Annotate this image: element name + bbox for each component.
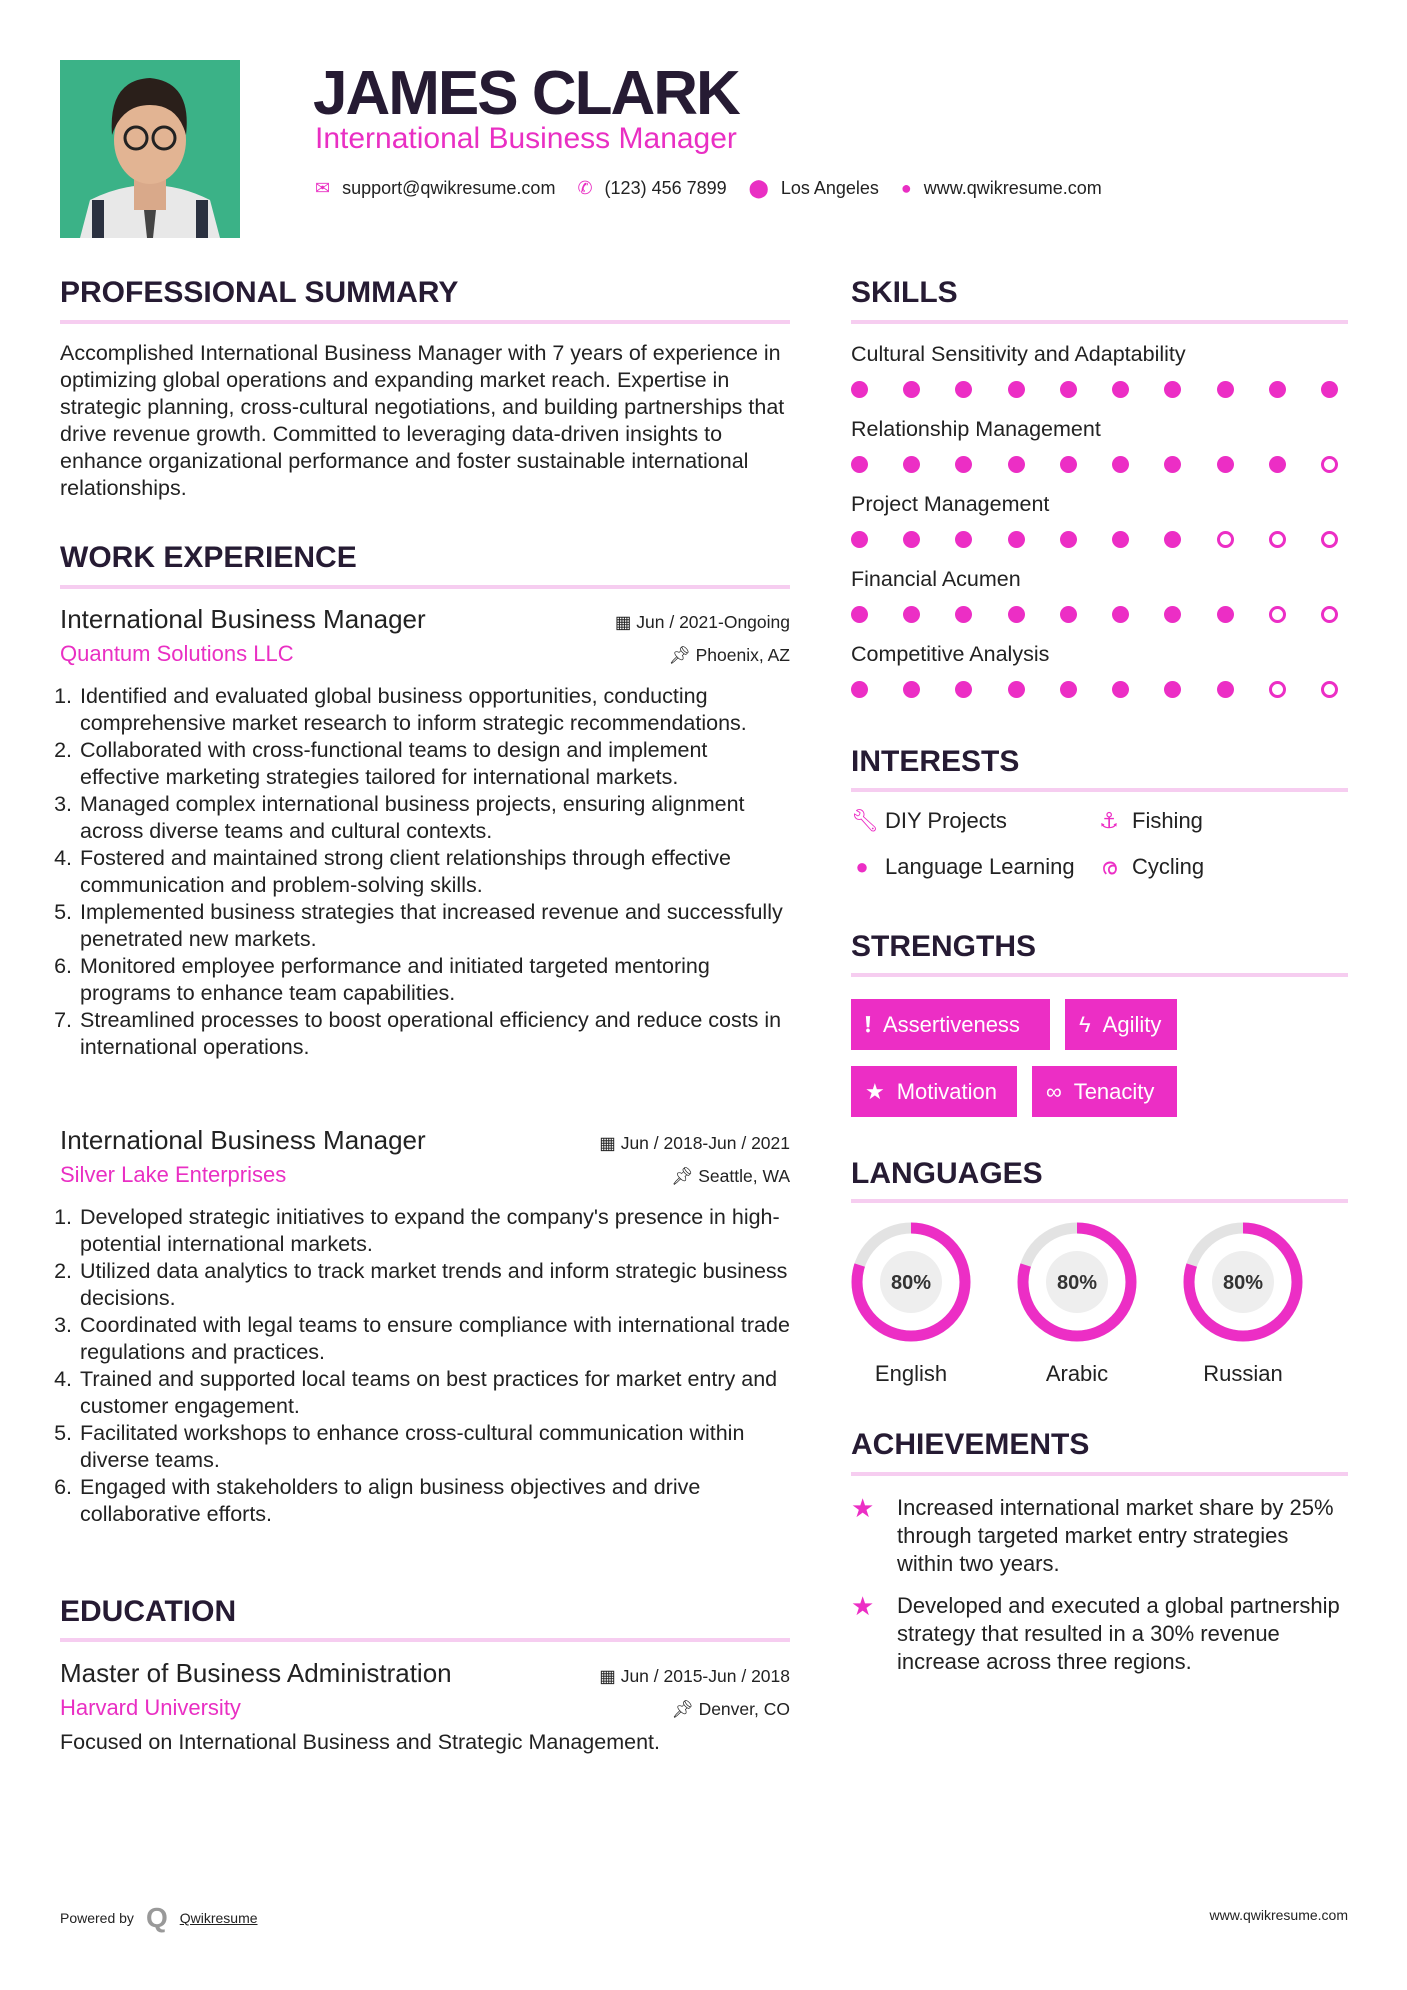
job-bullet: 6. Engaged with stakeholders to align business objectives and drive collaborative efforts. [78, 1474, 790, 1528]
strength-badge [1032, 1066, 1177, 1117]
strength-badge [851, 1066, 1017, 1117]
strength-label: Motivation [896, 1078, 998, 1104]
interests-heading: INTERESTS [851, 745, 1020, 778]
contact-phone[interactable]: (123) 456 7899 [604, 178, 727, 198]
rating-dot-filled [1112, 681, 1129, 698]
rating-dot-filled [1008, 381, 1025, 398]
strength-label: Tenacity [1073, 1078, 1155, 1104]
rating-dot-filled [955, 456, 972, 473]
job-bullet: 5. Facilitated workshops to enhance cross-cultural communication within diverse teams. [78, 1420, 790, 1474]
rating-dot-filled [1112, 531, 1129, 548]
skill-rating [851, 681, 1338, 698]
interest-label: Cycling [1132, 854, 1205, 879]
rating-dot-filled [903, 681, 920, 698]
achievement-text: Increased international market share by 25% through targeted market entry strategies within two years. [897, 1495, 1334, 1576]
language-percent: 80% [890, 1272, 932, 1294]
rating-dot-filled [1321, 381, 1338, 398]
map-marker-icon: ⬤ [748, 178, 769, 198]
job-location: Seattle, WA [698, 1166, 790, 1186]
job-company: Quantum Solutions LLC [60, 641, 294, 666]
anchor-icon: ⚓︎ [1099, 808, 1119, 833]
rating-dot-filled [851, 381, 868, 398]
education-divider [60, 1638, 790, 1642]
skill-item [851, 342, 1348, 417]
rating-dot-filled [1008, 456, 1025, 473]
summary-divider [60, 320, 790, 324]
rating-dot-filled [1217, 606, 1234, 623]
rating-dot-filled [1269, 456, 1286, 473]
job-bullet: 3. Managed complex international business projects, ensuring alignment across diverse teams and cultural contexts. [78, 791, 790, 845]
qwikresume-logo-icon: Q [145, 1902, 168, 1933]
achievement-item [851, 1494, 1348, 1578]
job-bullets [60, 1204, 790, 1528]
interest-item [1098, 854, 1204, 880]
footer-powered [60, 1902, 258, 1934]
globe-icon: ● [855, 854, 869, 879]
language-percent: 80% [1222, 1272, 1264, 1294]
pin-icon: 📌︎ [671, 1699, 699, 1719]
rating-dot-empty [1269, 681, 1286, 698]
wrench-icon: 🔧︎ [851, 808, 879, 833]
language-item [1015, 1220, 1139, 1387]
rating-dot-filled [1217, 681, 1234, 698]
rating-dot-filled [851, 531, 868, 548]
achievement-text: Developed and executed a global partnership strategy that resulted in a 30% revenue increase across three regions. [897, 1593, 1340, 1674]
language-donut [1181, 1220, 1305, 1344]
bicycle-icon: ര [1101, 854, 1117, 879]
rating-dot-empty [1269, 606, 1286, 623]
strengths-heading: STRENGTHS [851, 930, 1037, 963]
rating-dot-filled [1164, 381, 1181, 398]
job-bullet: 6. Monitored employee performance and initiated targeted mentoring programs to enhance team capabilities. [78, 953, 790, 1007]
languages-divider [851, 1199, 1348, 1203]
link-icon: ∞ [1046, 1078, 1062, 1104]
rating-dot-filled [1269, 381, 1286, 398]
work-heading: WORK EXPERIENCE [60, 541, 357, 574]
skill-label: Financial Acumen [851, 567, 1021, 591]
skill-item [851, 492, 1348, 567]
job-bullet: 7. Streamlined processes to boost operational efficiency and reduce costs in international operations. [78, 1007, 790, 1061]
education-dates: Jun / 2015-Jun / 2018 [620, 1666, 790, 1686]
job-bullet: 4. Fostered and maintained strong client relationships through effective communication and problem-solving skills. [78, 845, 790, 899]
rating-dot-filled [1112, 381, 1129, 398]
school: Harvard University [60, 1695, 241, 1720]
exclamation-circle-icon: ❗︎ [865, 1011, 871, 1037]
rating-dot-filled [851, 681, 868, 698]
rating-dot-filled [1164, 456, 1181, 473]
job-bullet: 4. Trained and supported local teams on best practices for market entry and customer engagement. [78, 1366, 790, 1420]
summary-text: Accomplished International Business Manager with 7 years of experience in optimizing global operations and expanding market reach. Expertise in strategic planning, cross-cultural negotiations, and building partnerships that drive revenue growth. Committed to leveraging data-driven insights to enhance organizational performance and foster sustainable international relationships. [60, 341, 785, 500]
rating-dot-filled [955, 381, 972, 398]
calendar-icon: ▦ [614, 612, 637, 632]
job-bullet: 3. Coordinated with legal teams to ensure compliance with international trade regulations and practices. [78, 1312, 790, 1366]
skill-label: Cultural Sensitivity and Adaptability [851, 342, 1186, 366]
rating-dot-filled [1060, 531, 1077, 548]
powered-by-label: Powered by [60, 1910, 134, 1926]
rating-dot-filled [903, 381, 920, 398]
degree: Master of Business Administration [60, 1658, 452, 1688]
achievements-heading: ACHIEVEMENTS [851, 1428, 1090, 1461]
interest-label: Fishing [1132, 808, 1203, 833]
candidate-name: JAMES CLARK [313, 59, 739, 128]
contact-website[interactable]: www.qwikresume.com [923, 178, 1102, 198]
strength-label: Assertiveness [882, 1011, 1020, 1037]
rating-dot-filled [1008, 531, 1025, 548]
interest-item [851, 854, 1075, 880]
profile-photo [60, 60, 240, 238]
strength-label: Agility [1102, 1011, 1162, 1037]
skill-item [851, 567, 1348, 642]
skill-label: Competitive Analysis [851, 642, 1050, 666]
skills-list [851, 342, 1348, 717]
job-company: Silver Lake Enterprises [60, 1162, 287, 1187]
rating-dot-filled [1164, 606, 1181, 623]
job-entry [60, 1125, 790, 1528]
skill-item [851, 642, 1348, 717]
job-bullet: 1. Identified and evaluated global business opportunities, conducting comprehensive market research to inform strategic recommendations. [78, 683, 790, 737]
rating-dot-empty [1217, 531, 1234, 548]
rating-dot-filled [955, 531, 972, 548]
job-bullet: 2. Utilized data analytics to track market trends and inform strategic business decisions. [78, 1258, 790, 1312]
rating-dot-filled [1060, 456, 1077, 473]
skill-label: Relationship Management [851, 417, 1101, 441]
calendar-icon: ▦ [599, 1133, 621, 1153]
rating-dot-filled [1060, 606, 1077, 623]
interest-label: DIY Projects [885, 808, 1007, 833]
strengths-divider [851, 973, 1348, 977]
job-title: International Business Manager [60, 604, 426, 634]
skills-divider [851, 320, 1348, 324]
skill-rating [851, 381, 1338, 398]
language-label: English [874, 1361, 948, 1386]
rating-dot-filled [903, 456, 920, 473]
rating-dot-filled [955, 606, 972, 623]
pin-icon: 📌︎ [671, 1166, 699, 1186]
language-item [1181, 1220, 1305, 1387]
job-bullet: 2. Collaborated with cross-functional teams to design and implement effective marketing strategies tailored for international markets. [78, 737, 790, 791]
job-bullets [60, 683, 790, 1061]
language-item [849, 1220, 973, 1387]
rating-dot-filled [851, 456, 868, 473]
rating-dot-empty [1321, 531, 1338, 548]
skills-heading: SKILLS [851, 276, 958, 309]
rating-dot-filled [1217, 456, 1234, 473]
rating-dot-filled [1112, 606, 1129, 623]
education-entry [60, 1658, 790, 1756]
job-title: International Business Manager [60, 1125, 426, 1155]
phone-icon: ✆ [577, 178, 593, 198]
education-location: Denver, CO [698, 1699, 790, 1719]
language-label: Arabic [1045, 1361, 1109, 1386]
interest-label: Language Learning [885, 854, 1075, 879]
job-dates: Jun / 2018-Jun / 2021 [620, 1133, 790, 1153]
language-donut [849, 1220, 973, 1344]
shooting-star-icon: ★ [851, 1493, 875, 1523]
education-heading: EDUCATION [60, 1595, 237, 1628]
summary-heading: PROFESSIONAL SUMMARY [60, 276, 459, 309]
star-icon: ★ [865, 1078, 885, 1104]
globe-icon: ● [900, 178, 912, 198]
language-donut [1015, 1220, 1139, 1344]
job-dates: Jun / 2021-Ongoing [636, 612, 790, 632]
rating-dot-empty [1321, 456, 1338, 473]
candidate-title: International Business Manager [315, 122, 737, 155]
shooting-star-icon: ★ [851, 1591, 875, 1621]
rating-dot-filled [903, 606, 920, 623]
rating-dot-filled [1217, 381, 1234, 398]
achievements-divider [851, 1472, 1348, 1476]
rating-dot-empty [1321, 681, 1338, 698]
rating-dot-filled [903, 531, 920, 548]
language-percent: 80% [1056, 1272, 1098, 1294]
contact-location: Los Angeles [780, 178, 879, 198]
rating-dot-filled [1164, 531, 1181, 548]
qwikresume-link[interactable]: Qwikresume [179, 1910, 258, 1926]
rating-dot-empty [1321, 606, 1338, 623]
rating-dot-filled [851, 606, 868, 623]
skill-item [851, 417, 1348, 492]
skill-rating [851, 606, 1338, 623]
pin-icon: 📌︎ [668, 645, 696, 665]
rating-dot-filled [1008, 606, 1025, 623]
strength-badge [851, 999, 1050, 1050]
rating-dot-filled [1008, 681, 1025, 698]
job-bullet: 1. Developed strategic initiatives to expand the company's presence in high-potential international markets. [78, 1204, 790, 1258]
work-divider [60, 585, 790, 589]
skill-rating [851, 456, 1338, 473]
calendar-icon: ▦ [599, 1666, 621, 1686]
languages-heading: LANGUAGES [851, 1157, 1043, 1190]
rating-dot-filled [1060, 381, 1077, 398]
contact-row [315, 178, 1102, 199]
rating-dot-filled [955, 681, 972, 698]
bolt-icon: ϟ [1079, 1011, 1091, 1037]
rating-dot-filled [1060, 681, 1077, 698]
strength-badge [1065, 999, 1177, 1050]
skill-rating [851, 531, 1338, 548]
envelope-icon: ✉ [315, 178, 331, 198]
job-bullet: 5. Implemented business strategies that increased revenue and successfully penetrated new markets. [78, 899, 790, 953]
achievement-item [851, 1592, 1348, 1676]
skill-label: Project Management [851, 492, 1050, 516]
education-description: Focused on International Business and Strategic Management. [60, 1730, 660, 1754]
interest-item [851, 808, 1007, 834]
language-label: Russian [1203, 1361, 1283, 1386]
rating-dot-filled [1112, 456, 1129, 473]
contact-email[interactable]: support@qwikresume.com [342, 178, 556, 198]
rating-dot-filled [1164, 681, 1181, 698]
interest-item [1098, 808, 1203, 834]
interests-divider [851, 788, 1348, 792]
footer-website[interactable]: www.qwikresume.com [1209, 1907, 1348, 1923]
job-location: Phoenix, AZ [695, 645, 790, 665]
job-entry [60, 604, 790, 1061]
rating-dot-empty [1269, 531, 1286, 548]
